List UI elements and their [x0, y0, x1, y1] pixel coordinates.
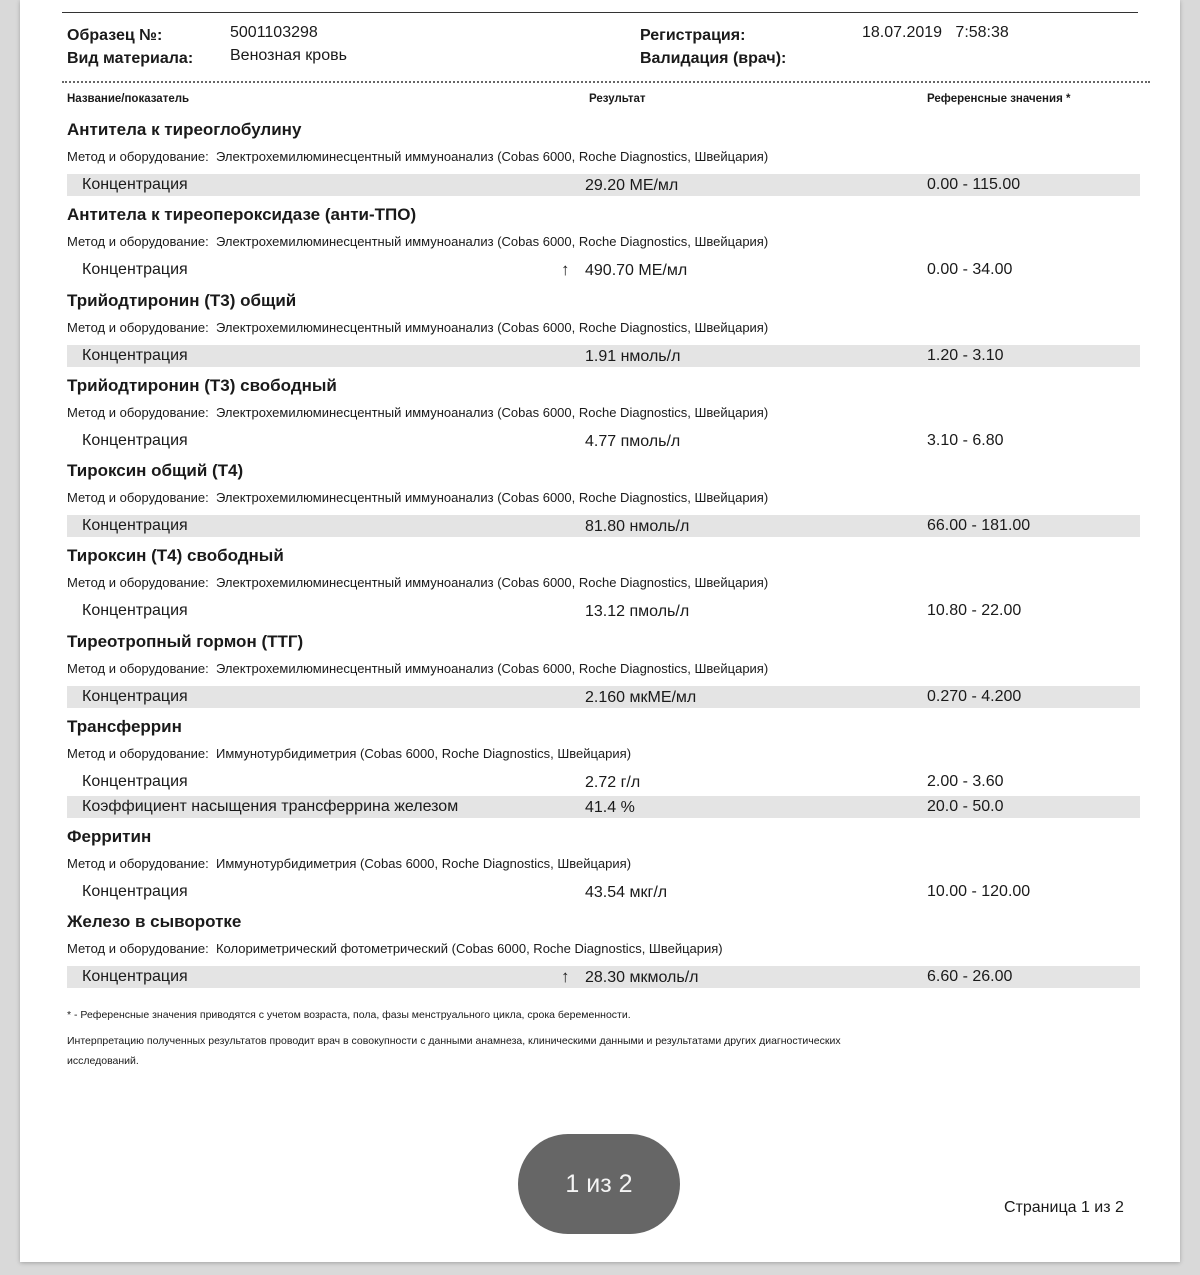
registration-value: 18.07.2019 7:58:38 [862, 24, 1009, 41]
test-name: Трансферрин [67, 717, 182, 737]
indicator-label: Коэффициент насыщения трансферрина железом [82, 798, 459, 816]
method-value: Электрохемилюминесцентный иммуноанализ (Cobas 6000, Roche Diagnostics, Швейцария) [215, 319, 769, 335]
footnote-interpretation: Интерпретацию полученных результатов проводит врач в совокупности с данными анамнеза, клиническими данными и результатами других диагностических исследований. [67, 1035, 841, 1067]
method-prefix: Метод и оборудование: [67, 856, 209, 872]
result-row [67, 771, 1140, 793]
indicator-label: Концентрация [82, 968, 188, 986]
method-value: Электрохемилюминесцентный иммуноанализ (Cobas 6000, Roche Diagnostics, Швейцария) [215, 575, 769, 591]
test-method [67, 320, 768, 335]
indicator-label: Концентрация [82, 261, 188, 279]
test-name: Тироксин общий (Т4) [67, 461, 244, 481]
method-prefix: Метод и оборудование: [67, 404, 209, 420]
indicator-label: Концентрация [82, 602, 188, 620]
registration-label: Регистрация: [640, 27, 746, 44]
test-name: Трийодтиронин (Т3) общий [67, 290, 297, 310]
reference-range: 2.00 - 3.60 [927, 773, 1004, 791]
method-prefix: Метод и оборудование: [67, 319, 209, 335]
reference-range: 10.00 - 120.00 [927, 883, 1031, 901]
indicator-label: Концентрация [82, 687, 188, 705]
reference-range: 6.60 - 26.00 [927, 968, 1013, 986]
test-method [67, 490, 768, 505]
indicator-label: Концентрация [82, 346, 188, 364]
method-value: Электрохемилюминесцентный иммуноанализ (Cobas 6000, Roche Diagnostics, Швейцария) [215, 234, 769, 250]
indicator-label: Концентрация [82, 176, 188, 193]
method-prefix: Метод и оборудование: [67, 746, 209, 762]
indicator-label: Концентрация [82, 773, 188, 791]
column-name-header: Название/показатель [67, 93, 190, 105]
reference-range: 0.00 - 34.00 [927, 261, 1013, 279]
method-value: Иммунотурбидиметрия (Cobas 6000, Roche Diagnostics, Швейцария) [215, 746, 632, 762]
reference-range: 66.00 - 181.00 [927, 517, 1031, 535]
reference-range: 1.20 - 3.10 [927, 346, 1004, 364]
page-number: Страница 1 из 2 [1004, 1199, 1124, 1216]
reference-range: 10.80 - 22.00 [927, 602, 1022, 620]
report-page [20, 0, 1180, 1262]
result-value: 28.30 мкмоль/л [585, 969, 699, 987]
method-value: Электрохемилюминесцентный иммуноанализ (Cobas 6000, Roche Diagnostics, Швейцария) [215, 149, 769, 164]
result-value: 29.20 МЕ/мл [585, 177, 679, 194]
test-method [67, 661, 768, 676]
reference-range: 0.270 - 4.200 [927, 687, 1022, 705]
test-method [67, 405, 768, 420]
tests-list [67, 117, 1140, 995]
test-block [67, 909, 1140, 994]
test-block [67, 288, 1140, 373]
test-name: Тиреотропный гормон (ТТГ) [67, 631, 304, 651]
validation-label: Валидация (врач): [640, 50, 787, 67]
result-row [67, 345, 1140, 367]
test-name: Железо в сыворотке [67, 912, 242, 932]
footnote-reference: * - Референсные значения приводятся с учетом возраста, пола, фазы менструального цикла, срока беременности. [67, 1009, 631, 1021]
test-name: Тироксин (Т4) свободный [67, 546, 284, 566]
test-block [67, 117, 1140, 202]
arrow-up-icon: ↑ [561, 967, 570, 987]
result-value: 2.72 г/л [585, 774, 641, 792]
test-name: Антитела к тиреопероксидазе (анти-ТПО) [67, 205, 417, 225]
result-row [67, 515, 1140, 537]
result-value: 2.160 мкМЕ/мл [585, 688, 697, 706]
result-row [67, 796, 1140, 818]
result-value: 41.4 % [585, 799, 635, 817]
test-method [67, 941, 723, 956]
method-prefix: Метод и оборудование: [67, 660, 209, 676]
result-value: 81.80 нмоль/л [585, 518, 690, 536]
test-block [67, 629, 1140, 714]
material-value: Венозная кровь [230, 47, 347, 64]
method-value: Электрохемилюминесцентный иммуноанализ (Cobas 6000, Roche Diagnostics, Швейцария) [215, 404, 769, 420]
test-method [67, 575, 768, 590]
method-prefix: Метод и оборудование: [67, 941, 209, 957]
result-row [67, 686, 1140, 708]
test-block [67, 824, 1140, 909]
reference-range: 3.10 - 6.80 [927, 431, 1004, 449]
reference-range: 0.00 - 115.00 [927, 176, 1021, 193]
method-prefix: Метод и оборудование: [67, 149, 209, 164]
indicator-label: Концентрация [82, 431, 188, 449]
result-row [67, 259, 1140, 281]
material-label: Вид материала: [67, 50, 194, 67]
test-method [67, 234, 768, 249]
column-result-header: Результат [589, 93, 646, 105]
result-row [67, 430, 1140, 452]
test-name: Ферритин [67, 827, 152, 847]
test-name: Трийодтиронин (Т3) свободный [67, 375, 337, 395]
test-block [67, 202, 1140, 287]
test-method [67, 149, 768, 164]
test-method [67, 856, 631, 871]
method-value: Иммунотурбидиметрия (Cobas 6000, Roche Diagnostics, Швейцария) [215, 856, 632, 872]
top-rule [62, 12, 1138, 13]
reference-range: 20.0 - 50.0 [927, 798, 1004, 816]
method-value: Электрохемилюминесцентный иммуноанализ (Cobas 6000, Roche Diagnostics, Швейцария) [215, 490, 769, 506]
result-row [67, 966, 1140, 988]
sample-label: Образец №: [67, 27, 163, 44]
indicator-label: Концентрация [82, 883, 188, 901]
test-block [67, 543, 1140, 628]
method-prefix: Метод и оборудование: [67, 490, 209, 506]
test-name: Антитела к тиреоглобулину [67, 120, 302, 139]
test-method [67, 746, 631, 761]
result-value: 4.77 пмоль/л [585, 432, 681, 450]
method-value: Колориметрический фотометрический (Cobas 6000, Roche Diagnostics, Швейцария) [215, 941, 723, 957]
test-block [67, 373, 1140, 458]
header-separator [62, 81, 1150, 83]
result-value: 1.91 нмоль/л [585, 347, 681, 365]
test-block [67, 714, 1140, 824]
result-row [67, 174, 1140, 196]
indicator-label: Концентрация [82, 517, 188, 535]
page-indicator[interactable]: 1 из 2 [518, 1134, 680, 1234]
result-row [67, 881, 1140, 903]
result-value: 490.70 МЕ/мл [585, 262, 688, 280]
result-value: 13.12 пмоль/л [585, 603, 690, 621]
column-reference-header: Референсные значения * [927, 93, 1071, 105]
method-prefix: Метод и оборудование: [67, 234, 209, 250]
result-row [67, 600, 1140, 622]
method-prefix: Метод и оборудование: [67, 575, 209, 591]
sample-value: 5001103298 [230, 24, 318, 41]
method-value: Электрохемилюминесцентный иммуноанализ (Cobas 6000, Roche Diagnostics, Швейцария) [215, 660, 769, 676]
arrow-up-icon: ↑ [561, 260, 570, 280]
test-block [67, 458, 1140, 543]
result-value: 43.54 мкг/л [585, 884, 668, 902]
